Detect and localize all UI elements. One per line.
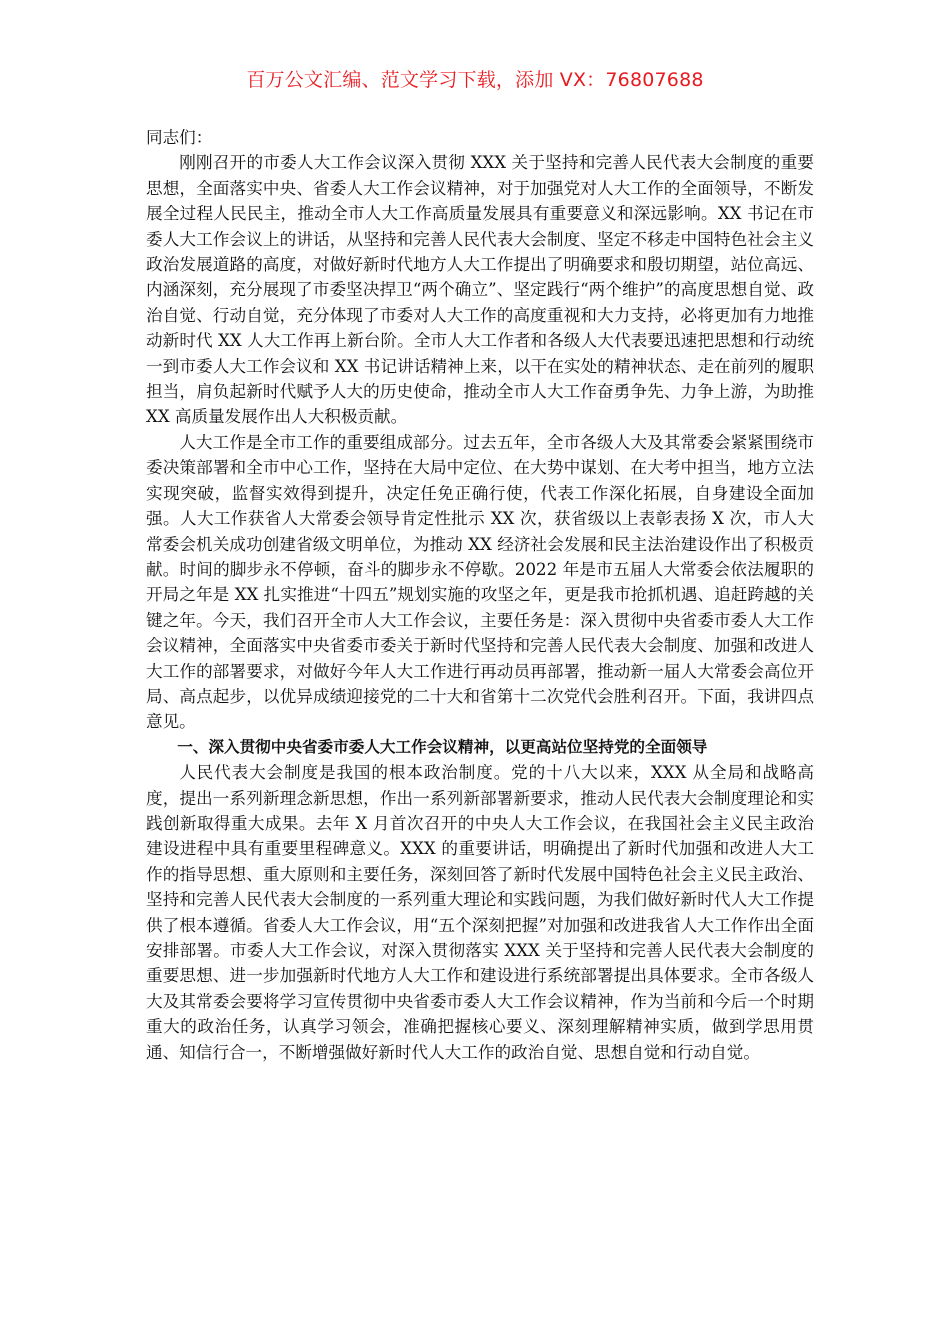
document-body [146, 125, 814, 1065]
promo-header: 百万公文汇编、范文学习下载，添加 VX：76807688 [246, 69, 704, 91]
salutation: 同志们： [146, 128, 213, 147]
section-heading-1: 一、深入贯彻中央省委市委人大工作会议精神，以更高站位坚持党的全面领导 [177, 737, 708, 756]
paragraph-overview: 人大工作是全市工作的重要组成部分。过去五年，全市各级人大及其常委会紧紧围绕市委决策部署和全市中心工作，坚持在大局中定位、在大势中谋划、在大考中担当，地方立法实现突破，监督实效得到提升，决定任免正确行使，代表工作深化拓展，自身建设全面加强。人大工作获省人大常委会领导肯定性批示 XX 次，获省级以上表彰表扬 X 次，市人大常委会机关成功创建省级文明单位，为推动 XX 经济社会发展和民主法治建设作出了积极贡献。时间的脚步永不停顿，奋斗的脚步永不停歇。2022 年是市五届人大常委会依法履职的开局之年是 XX 扎实推进“十四五”规划实施的攻坚之年，更是我市抢抓机遇、追赶跨越的关键之年。今天，我们召开全市人大工作会议，主要任务是：深入贯彻中央省委市委人大工作会议精神，全面落实中央省委市委关于新时代坚持和完善人民代表大会制度、加强和改进人大工作的部署要求，对做好今年人大工作进行再动员再部署，推动新一届人大常委会高位开局、高点起步，以优异成绩迎接党的二十大和省第十二次党代会胜利召开。下面，我讲四点意见。 [146, 432, 814, 732]
paragraph-section-1: 人民代表大会制度是我国的根本政治制度。党的十八大以来，XXX 从全局和战略高度，提出一系列新理念新思想，作出一系列新部署新要求，推动人民代表大会制度理论和实践创新取得重大成果。去年 X 月首次召开的中央人大工作会议，在我国社会主义民主政治建设进程中具有重要里程碑意义。XXX 的重要讲话，明确提出了新时代加强和改进人大工作的指导思想、重大原则和主要任务，深刻回答了新时代发展中国特色社会主义民主政治、坚持和完善人民代表大会制度的一系列重大理论和实践问题，为我们做好新时代人大工作提供了根本遵循。省委人大工作会议，用“五个深刻把握”对加强和改进我省人大工作作出全面安排部署。市委人大工作会议，对深入贯彻落实 XXX 关于坚持和完善人民代表大会制度的重要思想、进一步加强新时代地方人大工作和建设进行系统部署提出具体要求。全市各级人大及其常委会要将学习宣传贯彻中央省委市委人大工作会议精神，作为当前和今后一个时期重大的政治任务，认真学习领会，准确把握核心要义、深刻理解精神实质，做到学思用贯通、知信行合一，不断增强做好新时代人大工作的政治自觉、思想自觉和行动自觉。 [146, 763, 814, 1062]
paragraph-intro: 刚刚召开的市委人大工作会议深入贯彻 XXX 关于坚持和完善人民代表大会制度的重要思想，全面落实中央、省委人大工作会议精神，对于加强党对人大工作的全面领导，不断发展全过程人民民主，推动全市人大工作高质量发展具有重要意义和深远影响。XX 书记在市委人大工作会议上的讲话，从坚持和完善人民代表大会制度、坚定不移走中国特色社会主义政治发展道路的高度，对做好新时代地方人大工作提出了明确要求和殷切期望，站位高远、内涵深刻，充分展现了市委坚决捍卫“两个确立”、坚定践行“两个维护”的高度思想自觉、政治自觉、行动自觉，充分体现了市委对人大工作的高度重视和大力支持，必将更加有力地推动新时代 XX 人大工作再上新台阶。全市人大工作者和各级人大代表要迅速把思想和行动统一到市委人大工作会议和 XX 书记讲话精神上来，以干在实处的精神状态、走在前列的履职担当，肩负起新时代赋予人大的历史使命，推动全市人大工作奋勇争先、力争上游，为助推 XX 高质量发展作出人大积极贡献。 [146, 153, 814, 427]
